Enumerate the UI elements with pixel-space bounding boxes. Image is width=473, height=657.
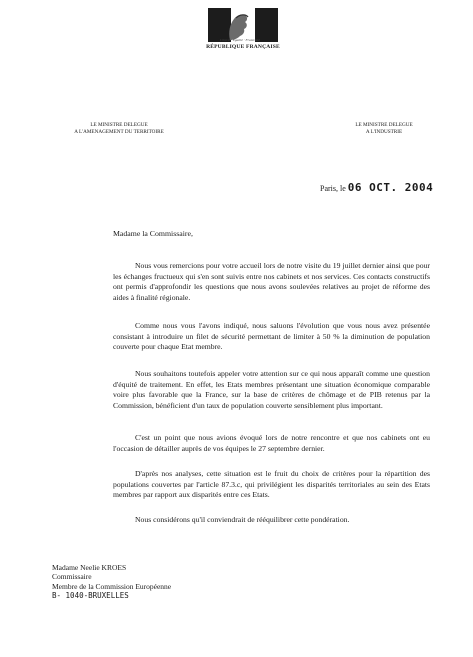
minister-left-line-1: LE MINISTRE DELEGUE [90, 122, 148, 128]
paragraph-6: Nous considérons qu'il conviendrait de rééquilibrer cette pondération. [135, 515, 350, 524]
minister-right-line-2: A L'INDUSTRIE [365, 129, 403, 135]
recipient-org: Membre de la Commission Européenne [52, 581, 172, 591]
date-stamp: 06 OCT. 2004 [347, 181, 434, 194]
paragraph-5: D'après nos analyses, cette situation est le fruit du choix de critères pour la répartition des populations couvertes par l'article 87.3.c, qui privilégient les disparités territoriales au sein des Etats membres par rapport aux disparités entre ces Etats. [113, 469, 430, 499]
minister-left-header [46, 122, 192, 136]
recipient-name: Madame Neelie KROES [52, 563, 127, 572]
motto: Liberté · Égalité · Fraternité [220, 38, 260, 42]
salutation: Madame la Commissaire, [113, 229, 193, 238]
recipient-title: Commissaire [52, 572, 92, 582]
minister-right-header [336, 122, 432, 136]
paragraph-3: Nous souhaitons toutefois appeler votre attention sur ce qui nous apparaît comme une question d'équité de traitement. En effet, les Etats membres présentant une situation économique comparable voire plus favorable que la France, sur la base de critères de chômage et de PIB retenus par la Commission, bénéficient d'un taux de population couverte sensiblement plus important. [113, 369, 430, 410]
minister-right-line-1: LE MINISTRE DELEGUE [355, 122, 413, 128]
paragraph-2: Comme nous vous l'avons indiqué, nous saluons l'évolution que vous nous avez présentée consistant à introduire un filet de sécurité permettant de limiter à 50 % la diminution de population couverte pour chaque Etat membre. [113, 321, 430, 351]
republic-title: RÉPUBLIQUE FRANÇAISE [206, 44, 280, 50]
recipient-city: B- 1040-BRUXELLES [52, 591, 129, 601]
recipient-address [52, 563, 171, 601]
minister-left-line-2: A L'AMENAGEMENT DU TERRITOIRE [74, 129, 164, 135]
paragraph-1: Nous vous remercions pour votre accueil lors de notre visite du 19 juillet dernier ainsi que pour les échanges fructueux qui s'en sont suivis entre nos cabinets et nos services. Ces contacts constructifs ont permis d'approfondir les questions que nous avons soulevées relatives au projet de réforme des aides à finalité régionale. [113, 261, 430, 302]
date-place: Paris, le [320, 184, 346, 193]
marianne-logo-icon [200, 6, 286, 58]
paragraph-4: C'est un point que nous avions évoqué lors de notre rencontre et que nos cabinets ont eu l'occasion de détailler auprès de vos équipes le 27 septembre dernier. [113, 433, 430, 453]
letter-date [320, 181, 433, 194]
